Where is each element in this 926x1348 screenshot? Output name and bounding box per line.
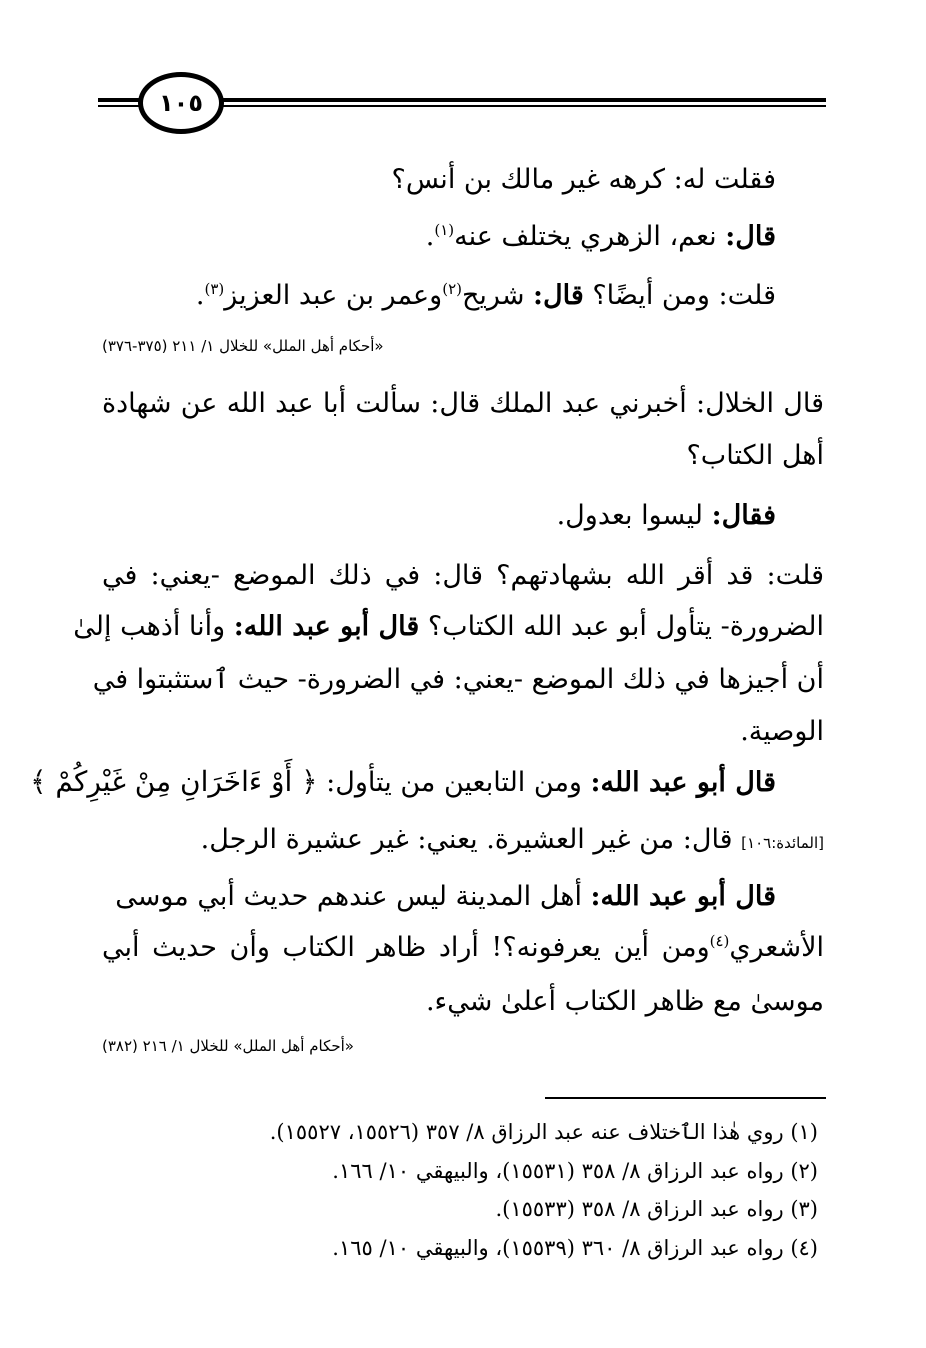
page-number-badge xyxy=(138,72,224,134)
paragraph-line: أهل الكتاب؟ xyxy=(686,440,824,471)
text: وأنا أذهب إلىٰ xyxy=(73,611,234,642)
footnote-separator xyxy=(545,1097,826,1099)
footnote-number: (٢) xyxy=(790,1159,818,1183)
paragraph-line: قلت: قد أقر الله بشهادتهم؟ قال: في ذلك الموضع -يعني: في xyxy=(102,560,824,591)
paragraph-line: موسىٰ مع ظاهر الكتاب أعلىٰ شيء. xyxy=(425,986,824,1017)
paragraph-line xyxy=(196,276,776,316)
text: وعمر بن عبد العزيز xyxy=(224,280,443,311)
footnote-text: رواه عبد الرزاق ٨/ ٣٦٠ (١٥٥٣٩)، والبيهقي ١٠/ ١٦٥. xyxy=(332,1236,784,1260)
footnote-ref[interactable]: (٤) xyxy=(709,932,730,950)
text: قال: من غير العشيرة. يعني: غير عشيرة الرجل. xyxy=(200,824,742,855)
speaker-label: قال: xyxy=(725,221,776,252)
page-header xyxy=(98,72,826,142)
paragraph-line: قال الخلال: أخبرني عبد الملك قال: سألت أبا عبد الله عن شهادة xyxy=(102,388,824,419)
paragraph-line xyxy=(30,762,776,803)
text: نعم، الزهري يختلف عنه xyxy=(454,221,726,252)
paragraph-line xyxy=(201,820,824,863)
text: ليسوا بعدول. xyxy=(556,500,712,531)
paragraph-line xyxy=(426,217,776,257)
paragraph-line xyxy=(73,607,824,647)
text: فقلت له: كرهه غير مالك بن أنس؟ xyxy=(391,164,776,195)
verse-reference: [المائدة:١٠٦] xyxy=(741,834,824,852)
speaker-label: قال أبو عبد الله: xyxy=(590,881,776,912)
speaker-label: قال أبو عبد الله: xyxy=(590,767,776,798)
footnote-text: رواه عبد الرزاق ٨/ ٣٥٨ (١٥٥٣٣). xyxy=(495,1197,784,1221)
footnote-number: (٤) xyxy=(790,1236,818,1260)
footnote-number: (١) xyxy=(790,1120,818,1144)
footnote xyxy=(495,1194,818,1224)
paragraph-line: الوصية. xyxy=(740,716,824,747)
footnote xyxy=(332,1156,818,1186)
quran-verse: ﴿ أَوْ ءَاخَرَانِ مِنْ غَيْرِكُمْ ﴾ xyxy=(30,765,318,798)
text: ومن أين يعرفونه؟! أراد ظاهر الكتاب وأن حديث أبي xyxy=(102,932,710,963)
text: . xyxy=(195,280,205,311)
paragraph-line xyxy=(102,928,824,968)
paragraph-line xyxy=(115,877,776,917)
paragraph-line xyxy=(557,496,776,536)
text: الأشعري xyxy=(729,932,824,963)
footnote xyxy=(270,1117,818,1147)
footnote-text: رواه عبد الرزاق ٨/ ٣٥٨ (١٥٥٣١)، والبيهقي ١٠/ ١٦٦. xyxy=(332,1159,784,1183)
text: شريح xyxy=(461,280,534,311)
footnote-ref[interactable]: (٢) xyxy=(442,280,462,298)
footnote xyxy=(332,1233,818,1263)
speaker-label: فقال: xyxy=(711,500,776,531)
text: الضرورة- يتأول أبو عبد الله الكتاب؟ xyxy=(419,611,824,642)
source-citation: «أحكام أهل الملل» للخلال ١/ ٢١٦ (٣٨٢) xyxy=(102,1037,354,1055)
footnote-ref[interactable]: (١) xyxy=(434,221,455,239)
speaker-label: قال: xyxy=(533,280,584,311)
text: ومن التابعين من يتأول: xyxy=(317,767,591,798)
speaker-label: قال أبو عبد الله: xyxy=(233,611,420,642)
text: . xyxy=(425,221,435,252)
page-number: ١٠٥ xyxy=(159,89,203,117)
footnote-ref[interactable]: (٣) xyxy=(204,280,225,298)
footnote-number: (٣) xyxy=(790,1197,818,1221)
text: قلت: ومن أيضًا؟ xyxy=(583,280,776,311)
source-citation: «أحكام أهل الملل» للخلال ١/ ٢١١ (٣٧٥-٣٧٦) xyxy=(102,337,384,355)
footnote-text: روي هٰذا الٱختلاف عنه عبد الرزاق ٨/ ٣٥٧ (١٥٥٢٦، ١٥٥٢٧). xyxy=(269,1120,784,1144)
paragraph-line xyxy=(392,160,776,200)
paragraph-line: أن أجيزها في ذلك الموضع -يعني: في الضرورة- حيث ٱستثبتوا في xyxy=(92,664,824,695)
text: أهل المدينة ليس عندهم حديث أبي موسى xyxy=(115,881,591,912)
